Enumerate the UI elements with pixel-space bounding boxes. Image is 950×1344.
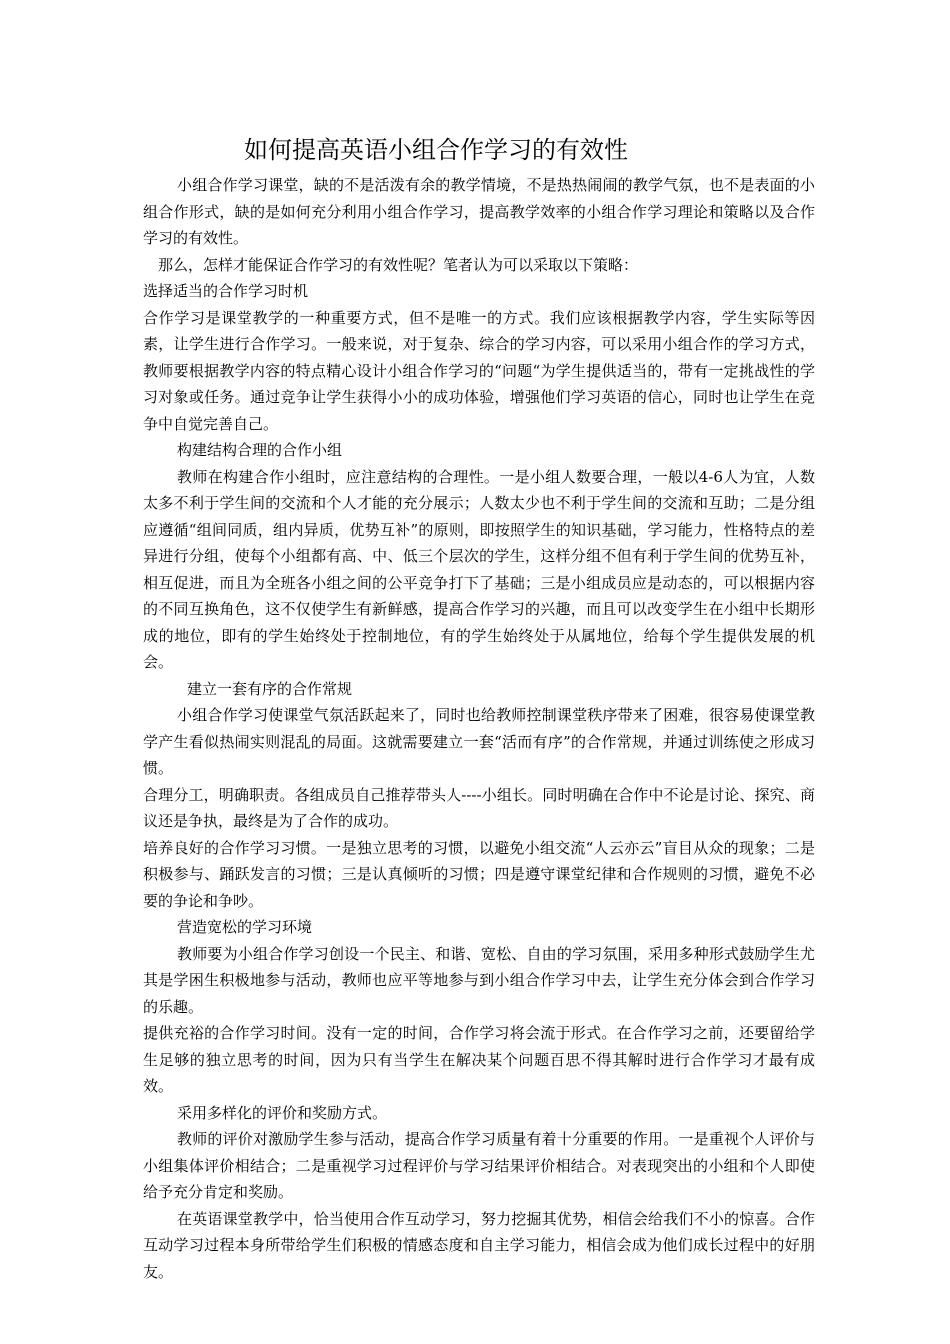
- paragraph: 在英语课堂教学中，恰当使用合作互动学习，努力挖掘其优势，相信会给我们不小的惊喜。合作互动学习过程本身所带给学生们积极的情感态度和自主学习能力，相信会成为他们成长过程中的好朋友。: [143, 1209, 815, 1281]
- paragraph: 小组合作学习课堂，缺的不是活泼有余的教学情境，不是热热闹闹的教学气氛，也不是表面的小组合作形式，缺的是如何充分利用小组合作学习，提高教学效率的小组合作学习理论和策略以及合作学习的有效性。: [143, 176, 815, 247]
- section-heading: 建立一套有序的合作常规: [187, 679, 353, 698]
- paragraph: 教师要为小组合作学习创设一个民主、和谐、宽松、自由的学习氛围，采用多种形式鼓励学生尤其是学困生积极地参与活动，教师也应平等地参与到小组合作学习中去，让学生充分体会到合作学习的乐趣。: [143, 944, 815, 1016]
- paragraph: 培养良好的合作学习习惯。一是独立思考的习惯，以避免小组交流“人云亦云”盲目从众的现象；二是积极参与、踊跃发言的习惯；三是认真倾听的习惯；四是遵守课堂纪律和合作规则的习惯，避免不必要的争论和争吵。: [143, 838, 815, 910]
- section-heading: 构建结构合理的合作小组: [177, 441, 343, 459]
- paragraph: 提供充裕的合作学习时间。没有一定的时间，合作学习将会流于形式。在合作学习之前，还要留给学生足够的独立思考的时间，因为只有当学生在解决某个问题百思不得其解时进行合作学习才最有成效。: [143, 1024, 815, 1095]
- section-heading: 选择适当的合作学习时机: [143, 282, 309, 300]
- paragraph: 小组合作学习使课堂气氛活跃起来了，同时也给教师控制课堂秩序带来了困难，很容易使课堂教学产生看似热闹实则混乱的局面。这就需要建立一套“活而有序”的合作常规，并通过训练使之形成习惯。: [143, 706, 815, 777]
- section-heading: 营造宽松的学习环境: [177, 918, 313, 936]
- paragraph: 教师在构建合作小组时，应注意结构的合理性。一是小组人数要合理，一般以4-6人为宜，人数太多不利于学生间的交流和个人才能的充分展示；人数太少也不利于学生间的交流和互助；二是分组应遵循“组间同质，组内异质，优势互补”的原则，即按照学生的知识基础，学习能力，性格特点的差异进行分组，使每个小组都有高、中、低三个层次的学生，这样分组不但有利于学生间的优势互补，相互促进，而且为全班各小组之间的公平竞争打下了基础；三是小组成员应是动态的，可以根据内容的不同互换角色，这不仅使学生有新鲜感，提高合作学习的兴趣，而且可以改变学生在小组中长期形成的地位，即有的学生始终处于控制地位，有的学生始终处于从属地位，给每个学生提供发展的机会。: [143, 467, 815, 671]
- paragraph: 合理分工，明确职责。各组成员自己推荐带头人----小组长。同时明确在合作中不论是讨论、探究、商议还是争执，最终是为了合作的成功。: [143, 785, 815, 830]
- section-heading: 采用多样化的评价和奖励方式。: [177, 1103, 388, 1122]
- document-body: [143, 172, 815, 1285]
- document-title: 如何提高英语小组合作学习的有效性: [244, 136, 628, 164]
- paragraph: 教师的评价对激励学生参与活动，提高合作学习质量有着十分重要的作用。一是重视个人评价与小组集体评价相结合；二是重视学习过程评价与学习结果评价相结合。对表现突出的小组和个人即使给予充分肯定和奖励。: [143, 1130, 815, 1201]
- paragraph: 合作学习是课堂教学的一种重要方式，但不是唯一的方式。我们应该根据教学内容，学生实际等因素，让学生进行合作学习。一般来说，对于复杂、综合的学习内容，可以采用小组合作的学习方式，教师要根据教学内容的特点精心设计小组合作学习的“问题“为学生提供适当的，带有一定挑战性的学习对象或任务。通过竞争让学生获得小小的成功体验，增强他们学习英语的信心，同时也让学生在竞争中自觉完善自己。: [143, 308, 815, 433]
- paragraph: 那么，怎样才能保证合作学习的有效性呢？笔者认为可以采取以下策略：: [158, 255, 639, 274]
